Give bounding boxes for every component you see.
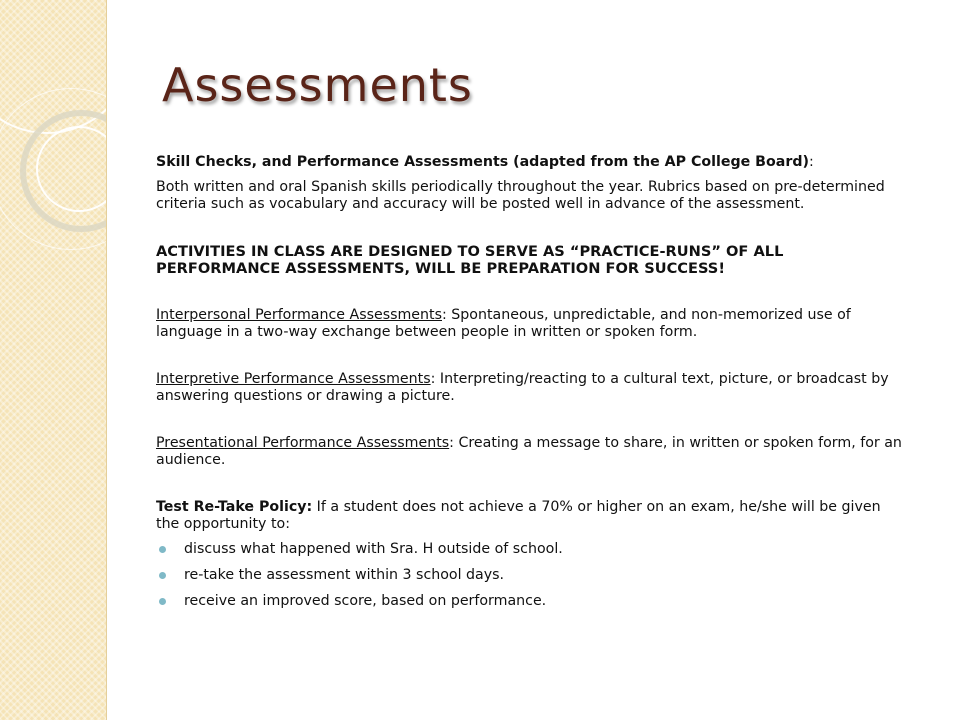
- section-heading: [156, 154, 908, 171]
- decorative-sidebar: [0, 0, 107, 720]
- presentational-sep: :: [449, 435, 454, 451]
- retake-paragraph: [156, 499, 908, 533]
- interpersonal-text: Spontaneous, unpredictable, and non-memorized use of language in a two-way exchange between people in written or spoken form.: [156, 307, 851, 340]
- presentational-text: Creating a message to share, in written or spoken form, for an audience.: [156, 435, 902, 468]
- heading-text: Skill Checks, and Performance Assessments (adapted from the AP College Board): [156, 154, 809, 170]
- heading-colon: :: [808, 154, 814, 170]
- presentational-label: Presentational Performance Assessments: [156, 435, 450, 451]
- retake-options-list: [156, 541, 908, 610]
- interpersonal-paragraph: [156, 307, 908, 341]
- interpretive-sep: :: [430, 371, 436, 387]
- emphasis-paragraph: ACTIVITIES IN CLASS ARE DESIGNED TO SERVE AS “PRACTICE-RUNS” OF ALL PERFORMANCE ASSESSMENTS, WILL BE PREPARATION FOR SUCCESS!: [156, 243, 784, 277]
- slide-body: [156, 154, 908, 619]
- list-item: re-take the assessment within 3 school days.: [156, 567, 908, 584]
- intro-paragraph: Both written and oral Spanish skills periodically throughout the year. Rubrics based on pre-determined criteria such as vocabulary and accuracy will be posted well in advance of the assessment.: [156, 179, 885, 212]
- slide-title: Assessments: [162, 58, 473, 112]
- list-item: discuss what happened with Sra. H outside of school.: [156, 541, 908, 558]
- presentational-paragraph: [156, 435, 908, 469]
- interpretive-paragraph: [156, 371, 908, 405]
- retake-label: Test Re-Take Policy:: [156, 499, 313, 515]
- interpersonal-sep: :: [442, 307, 447, 323]
- interpersonal-label: Interpersonal Performance Assessments: [156, 307, 442, 323]
- interpretive-label: Interpretive Performance Assessments: [156, 371, 431, 387]
- interpretive-text: Interpreting/reacting to a cultural text, picture, or broadcast by answering questions or drawing a picture.: [156, 371, 889, 404]
- list-item: receive an improved score, based on performance.: [156, 593, 908, 610]
- retake-text: If a student does not achieve a 70% or higher on an exam, he/she will be given the opportunity to:: [156, 499, 881, 532]
